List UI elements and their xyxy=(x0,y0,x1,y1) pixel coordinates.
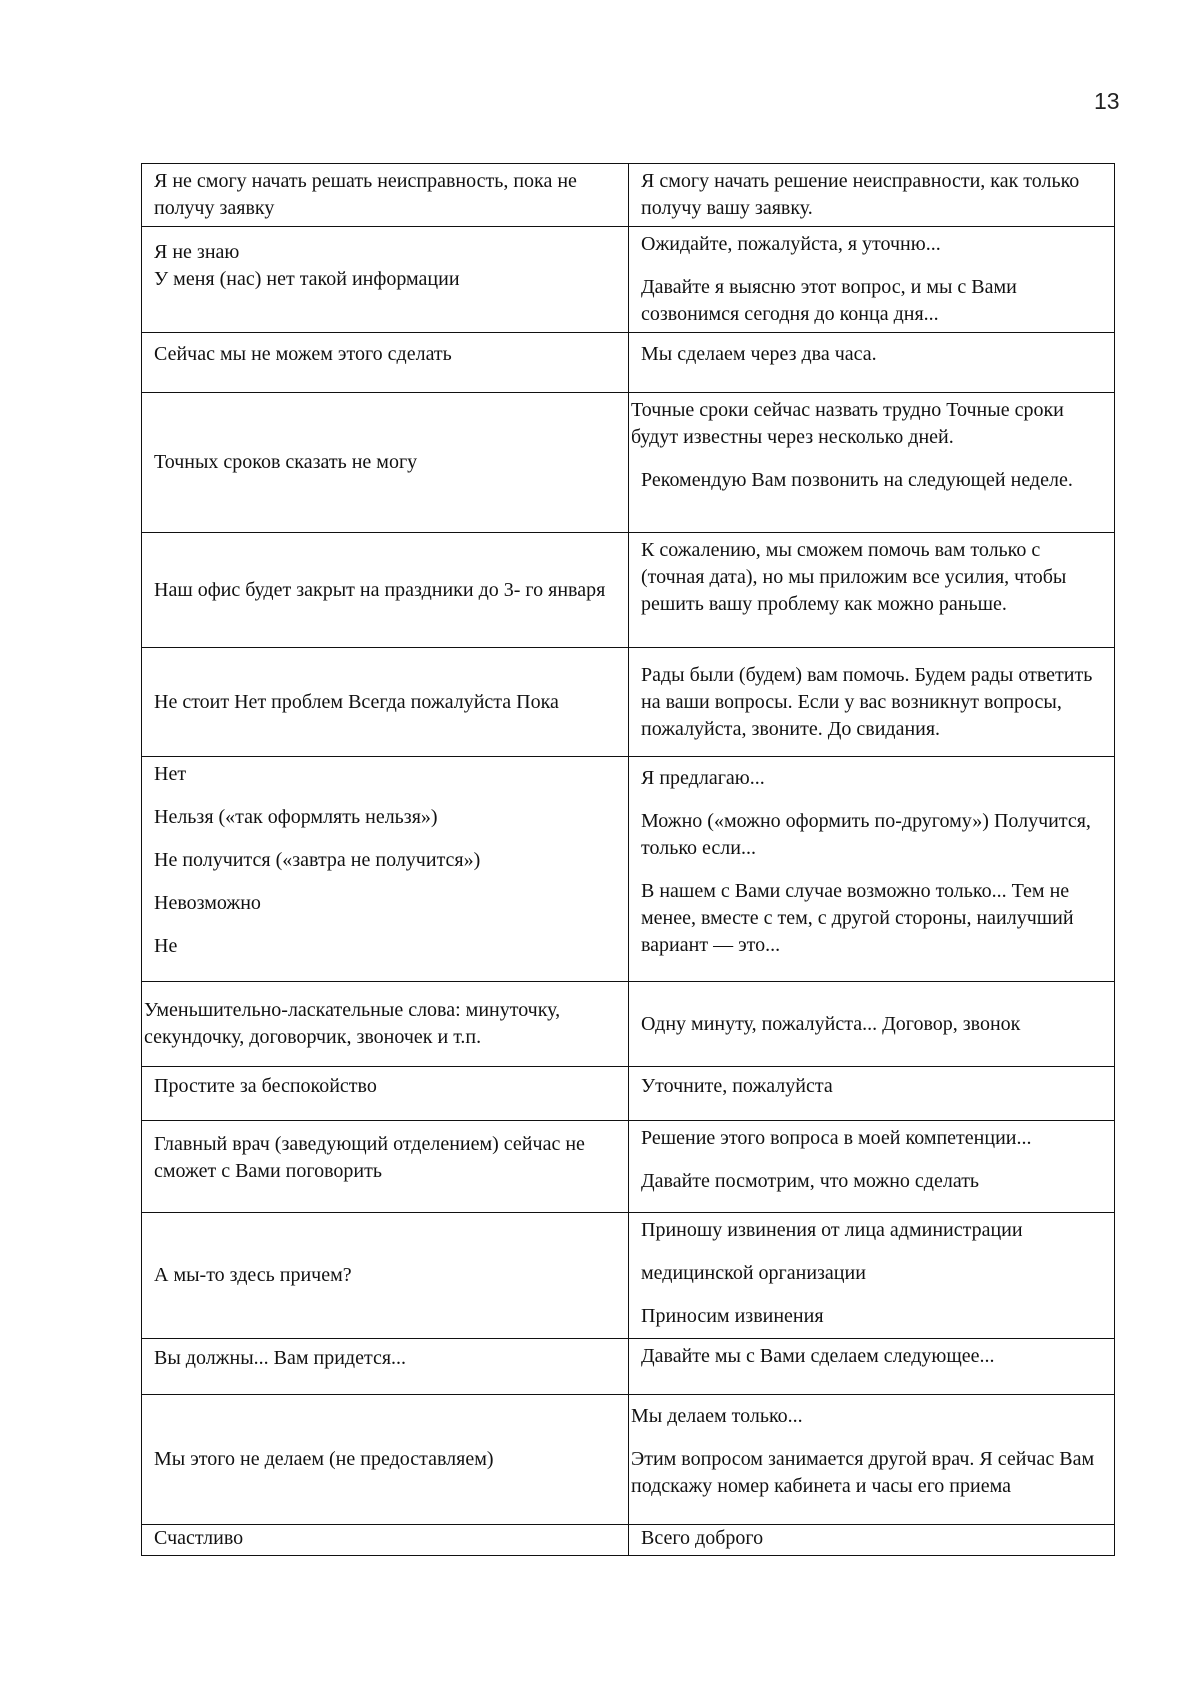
table-cell-recommended xyxy=(629,1339,1115,1395)
table-cell-avoid xyxy=(142,648,629,757)
table-cell-avoid xyxy=(142,333,629,393)
table-cell-avoid xyxy=(142,164,629,227)
cell-text: Мы этого не делаем (не предоставляем) xyxy=(154,1448,494,1470)
cell-text: Рады были (будем) вам помочь. Будем рады ответить на ваши вопросы. Если у вас возникнут вопросы, пожалуйста, звоните. До свидания. xyxy=(641,663,1093,740)
cell-text: Главный врач (заведующий отделением) сейчас не сможет с Вами поговорить xyxy=(154,1133,585,1182)
cell-text: Я не знаю xyxy=(154,241,240,263)
table-cell-avoid xyxy=(142,393,629,533)
cell-text: Нет xyxy=(154,763,187,785)
cell-text: Нельзя («так оформлять нельзя») xyxy=(154,806,438,828)
table-cell-avoid xyxy=(142,1213,629,1339)
cell-text: Давайте посмотрим, что можно сделать xyxy=(641,1170,980,1192)
cell-text: Уточните, пожалуйста xyxy=(641,1075,833,1097)
table-row xyxy=(142,1067,1115,1121)
cell-text: У меня (нас) нет такой информации xyxy=(154,268,460,290)
table-row xyxy=(142,1213,1115,1339)
cell-text: Решение этого вопроса в моей компетенции... xyxy=(641,1127,1032,1149)
table-cell-avoid xyxy=(142,757,629,982)
table-cell-recommended xyxy=(629,982,1115,1067)
cell-text: Одну минуту, пожалуйста... Договор, звонок xyxy=(641,1012,1021,1035)
phrase-replacement-table xyxy=(141,163,1115,1556)
cell-text: Приносим извинения xyxy=(641,1305,824,1327)
cell-text: А мы-то здесь причем? xyxy=(154,1264,352,1286)
table-cell-avoid xyxy=(142,1339,629,1395)
cell-text: Сейчас мы не можем этого сделать xyxy=(154,343,452,365)
table-row xyxy=(142,1395,1115,1525)
table-cell-avoid xyxy=(142,533,629,648)
table-cell-recommended xyxy=(629,1525,1115,1556)
cell-text: Вы должны... Вам придется... xyxy=(154,1347,407,1369)
cell-text: Мы сделаем через два часа. xyxy=(641,343,877,365)
cell-text: медицинской организации xyxy=(641,1262,866,1284)
table-cell-recommended xyxy=(629,1213,1115,1339)
table-row xyxy=(142,1121,1115,1213)
cell-text: Точные сроки сейчас назвать трудно Точные сроки будут известны через несколько дней. xyxy=(631,399,1064,448)
cell-text: Не получится («завтра не получится») xyxy=(154,849,481,871)
cell-text: Не xyxy=(154,935,178,957)
cell-text: Я предлагаю... xyxy=(641,767,765,789)
table-row xyxy=(142,164,1115,227)
cell-text: Я смогу начать решение неисправности, как только получу вашу заявку. xyxy=(641,170,1080,219)
cell-text: В нашем с Вами случае возможно только... Тем не менее, вместе с тем, с другой стороны, наилучший вариант — это... xyxy=(641,880,1074,956)
cell-text: Я не смогу начать решать неисправность, пока не получу заявку xyxy=(154,170,577,219)
cell-text: Давайте я выясню этот вопрос, и мы с Вами созвонимся сегодня до конца дня... xyxy=(641,276,1017,325)
table-row xyxy=(142,533,1115,648)
table-cell-avoid xyxy=(142,982,629,1067)
cell-text: Этим вопросом занимается другой врач. Я сейчас Вам подскажу номер кабинета и часы его приема xyxy=(631,1448,1095,1497)
cell-text: Мы делаем только... xyxy=(631,1405,803,1427)
table-cell-avoid xyxy=(142,1525,629,1556)
cell-text: Ожидайте, пожалуйста, я уточню... xyxy=(641,233,941,255)
table-cell-recommended xyxy=(629,757,1115,982)
table-cell-recommended xyxy=(629,533,1115,648)
cell-text: Давайте мы с Вами сделаем следующее... xyxy=(641,1345,995,1367)
table-row xyxy=(142,1339,1115,1395)
table-cell-recommended xyxy=(629,1395,1115,1525)
table-row xyxy=(142,757,1115,982)
table-cell-recommended xyxy=(629,164,1115,227)
table-row xyxy=(142,1525,1115,1556)
table-row xyxy=(142,982,1115,1067)
table-cell-avoid xyxy=(142,1067,629,1121)
cell-text: Не стоит Нет проблем Всегда пожалуйста Пока xyxy=(154,690,559,713)
table-cell-recommended xyxy=(629,227,1115,333)
page-number: 13 xyxy=(1094,88,1120,114)
table-row xyxy=(142,333,1115,393)
table-cell-recommended xyxy=(629,1121,1115,1213)
cell-text: Точных сроков сказать не могу xyxy=(154,451,418,473)
cell-text: Рекомендую Вам позвонить на следующей неделе. xyxy=(641,469,1073,491)
cell-text: Уменьшительно-ласкательные слова: минуточку, секундочку, договорчик, звоночек и т.п. xyxy=(144,999,561,1048)
cell-text: Простите за беспокойство xyxy=(154,1075,377,1097)
cell-text: Можно («можно оформить по-другому») Получится, только если... xyxy=(641,810,1091,859)
table-row xyxy=(142,227,1115,333)
cell-text: Наш офис будет закрыт на праздники до 3- го января xyxy=(154,578,606,601)
cell-text: Счастливо xyxy=(154,1527,244,1549)
table-cell-avoid xyxy=(142,1121,629,1213)
table-cell-avoid xyxy=(142,227,629,333)
cell-text: Невозможно xyxy=(154,892,261,914)
cell-text: Всего доброго xyxy=(641,1527,764,1549)
cell-text: К сожалению, мы сможем помочь вам только с (точная дата), но мы приложим все усилия, чтобы решить вашу проблему как можно раньше. xyxy=(641,539,1067,615)
table-cell-avoid xyxy=(142,1395,629,1525)
table-cell-recommended xyxy=(629,333,1115,393)
table-cell-recommended xyxy=(629,1067,1115,1121)
table-cell-recommended xyxy=(629,393,1115,533)
table-cell-recommended xyxy=(629,648,1115,757)
table-row xyxy=(142,648,1115,757)
cell-text: Приношу извинения от лица администрации xyxy=(641,1219,1023,1241)
table-row xyxy=(142,393,1115,533)
